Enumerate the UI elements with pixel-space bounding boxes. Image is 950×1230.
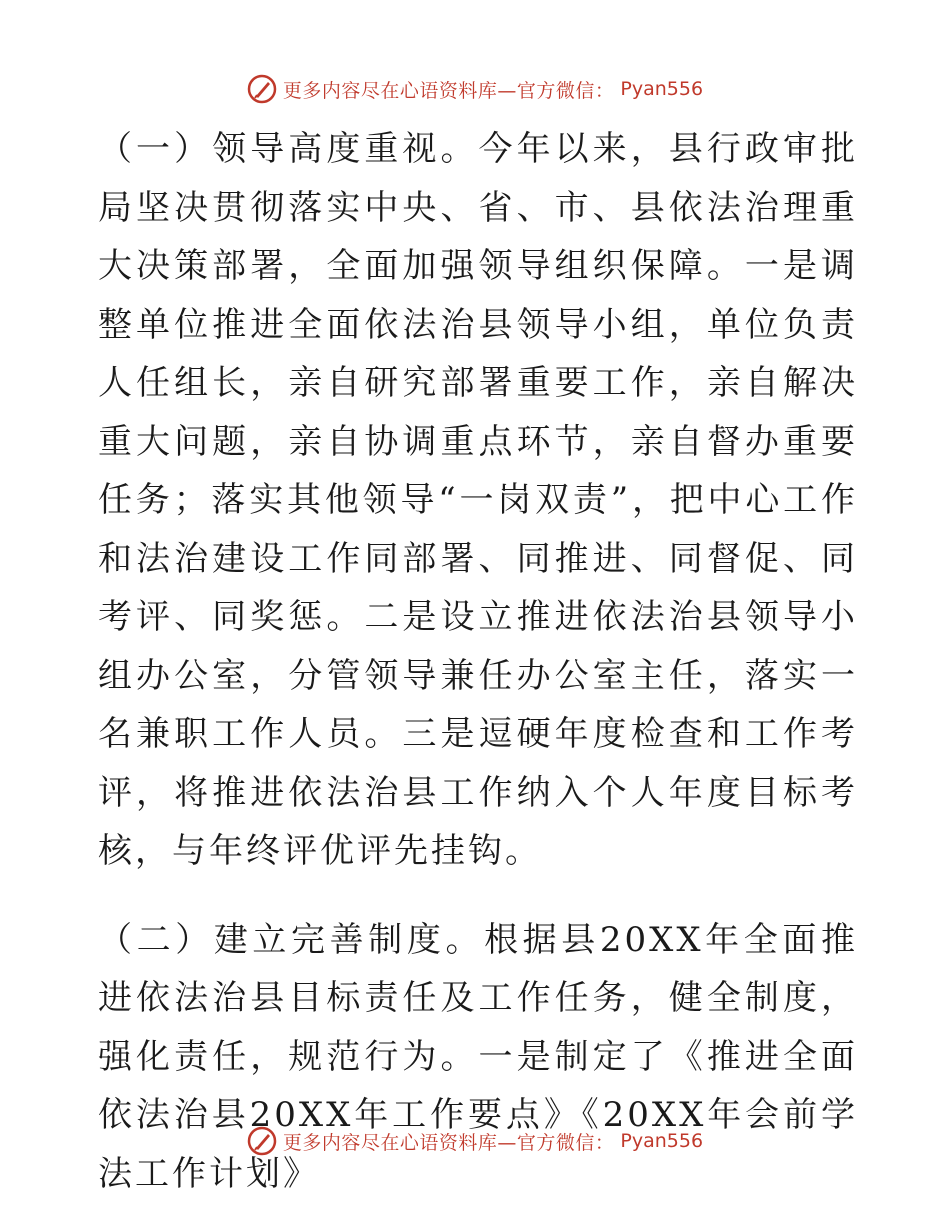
watermark-text: 更多内容尽在心语资料库—官方微信： [282, 1131, 615, 1154]
document-body [98, 120, 858, 1203]
quill-logo-icon [247, 1126, 277, 1156]
watermark-wechat-id: Pyan556 [620, 1130, 704, 1152]
footer-watermark [0, 1126, 950, 1156]
paragraph-2: （二）建立完善制度。根据县20XX年全面推进依法治县目标责任及工作任务，健全制度，强化责任，规范行为。一是制定了《推进全面依法治县20XX年工作要点》《20XX年会前学法工作计划》 [98, 919, 858, 1194]
watermark-text: 更多内容尽在心语资料库—官方微信： [282, 79, 615, 102]
quill-logo-icon [247, 74, 277, 104]
paragraph-1: （一）领导高度重视。今年以来，县行政审批局坚决贯彻落实中央、省、市、县依法治理重大决策部署，全面加强领导组织保障。一是调整单位推进全面依法治县领导小组，单位负责人任组长，亲自研究部署重要工作，亲自解决重大问题，亲自协调重点环节，亲自督办重要任务；落实其他领导“一岗双责”，把中心工作和法治建设工作同部署、同推进、同督促、同考评、同奖惩。二是设立推进依法治县领导小组办公室，分管领导兼任办公室主任，落实一名兼职工作人员。三是逗硬年度检查和工作考评，将推进依法治县工作纳入个人年度目标考核，与年终评优评先挂钩。 [98, 129, 858, 871]
header-watermark [0, 74, 950, 104]
watermark-wechat-id: Pyan556 [620, 78, 704, 100]
